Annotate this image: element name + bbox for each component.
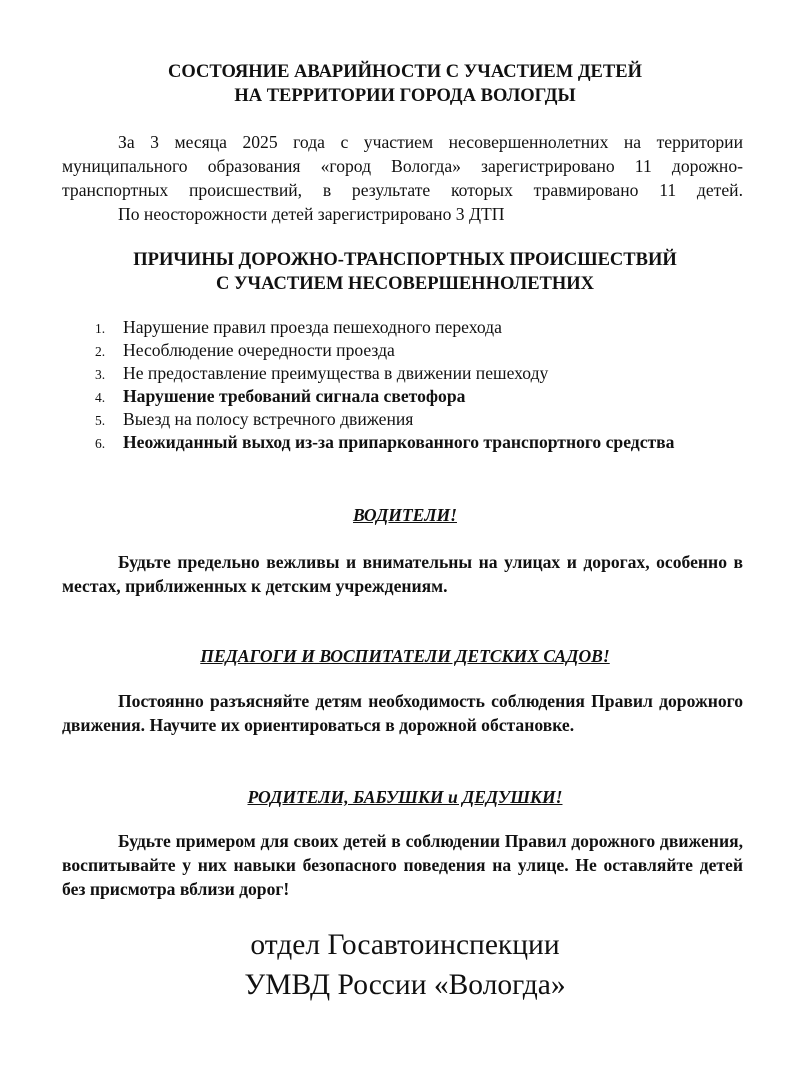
signature-line-1: отдел Госавтоинспекции [250,929,560,961]
intro-paragraph-statistics: За 3 месяца 2025 года с участием несовершеннолетних на территории муниципального образования «город Вологда» зарегистрировано 11 дорожно-транспортных происшествий, в результате которых травмировано 11 детей. [62,132,743,200]
list-item-text: Выезд на полосу встречного движения [123,409,414,429]
list-item-number: 1. [95,321,106,336]
teachers-heading: ПЕДАГОГИ И ВОСПИТАТЕЛИ ДЕТСКИХ САДОВ! [200,646,610,666]
causes-title [60,248,750,296]
list-item-text: Нарушение правил проезда пешеходного перехода [123,317,502,337]
page-title [60,60,750,108]
causes-title-line-1: ПРИЧИНЫ ДОРОЖНО-ТРАНСПОРТНЫХ ПРОИСШЕСТВИЙ [133,250,677,270]
signature-block [60,925,750,1005]
list-item-number: 6. [95,436,106,451]
page-title-line-1: СОСТОЯНИЕ АВАРИЙНОСТИ С УЧАСТИЕМ ДЕТЕЙ [168,62,642,82]
drivers-text: Будьте предельно вежливы и внимательны на улицах и дорогах, особенно в местах, приближенных к детским учреждениям. [62,552,743,596]
list-item-number: 5. [95,413,106,428]
page-title-line-2: НА ТЕРРИТОРИИ ГОРОДА ВОЛОГДЫ [234,86,576,106]
list-item-text: Несоблюдение очередности проезда [123,340,395,360]
causes-list [95,316,743,454]
list-item [95,431,743,454]
intro-paragraph-children-fault: По неосторожности детей зарегистрировано 3 ДТП [118,204,505,224]
parents-heading: РОДИТЕЛИ, БАБУШКИ и ДЕДУШКИ! [247,787,563,807]
signature-line-2: УМВД России «Вологда» [244,969,566,1001]
list-item [95,362,743,385]
intro-section [62,130,743,226]
list-item [95,316,743,339]
list-item-text: Нарушение требований сигнала светофора [123,386,466,406]
causes-title-line-2: С УЧАСТИЕМ НЕСОВЕРШЕННОЛЕТНИХ [215,274,595,294]
list-item [95,385,743,408]
list-item-number: 3. [95,367,106,382]
list-item-text: Не предоставление преимущества в движении пешеходу [123,363,549,383]
list-item-number: 2. [95,344,106,359]
teachers-text: Постоянно разъясняйте детям необходимость соблюдения Правил дорожного движения. Научите их ориентироваться в дорожной обстановке. [62,691,743,735]
drivers-heading: ВОДИТЕЛИ! [353,505,457,525]
list-item-text: Неожиданный выход из-за припаркованного транспортного средства [123,432,675,452]
list-item [95,408,743,431]
list-item-number: 4. [95,390,106,405]
list-item [95,339,743,362]
parents-text: Будьте примером для своих детей в соблюдении Правил дорожного движения, воспитывайте у них навыки безопасного поведения на улице. Не оставляйте детей без присмотра вблизи дорог! [62,831,743,899]
